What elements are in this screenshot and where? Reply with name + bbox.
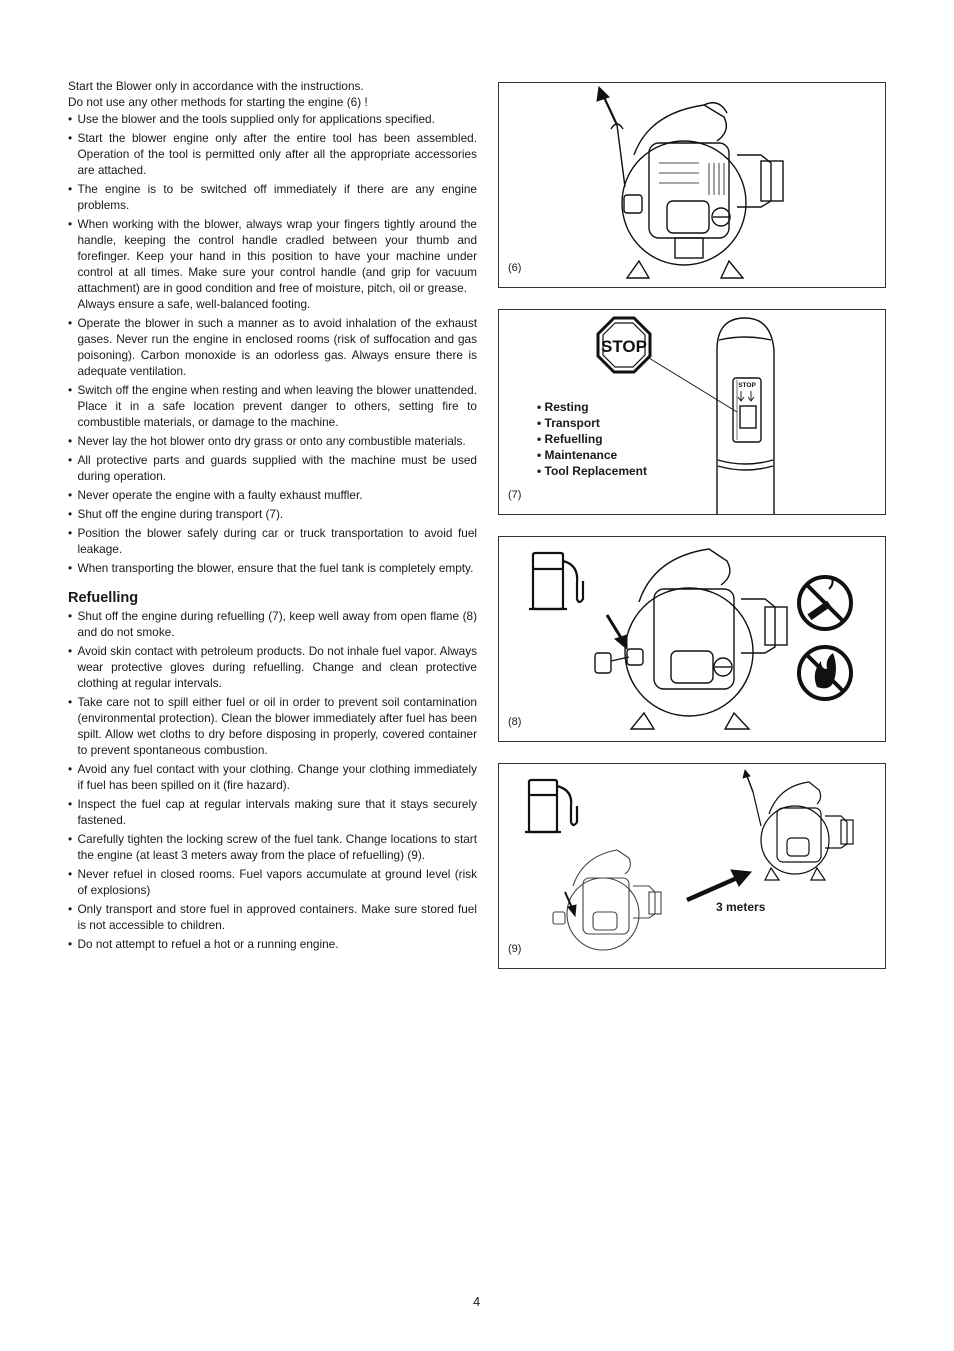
instructions-column <box>68 78 477 955</box>
list-item <box>68 866 477 898</box>
blower-starting-illustration <box>499 83 885 287</box>
intro-line: Do not use any other methods for starting the engine (6) ! <box>68 95 368 109</box>
bullet-marker: • <box>68 609 73 623</box>
bullet-marker: • <box>68 507 73 521</box>
list-item <box>68 130 477 178</box>
list-item <box>68 761 477 793</box>
list-item <box>68 111 477 127</box>
no-smoking-icon <box>799 577 851 629</box>
distance-caption: 3 meters <box>716 900 766 914</box>
control-handle-illustration <box>717 318 774 514</box>
safety-list <box>68 111 477 576</box>
bullet-marker: • <box>68 182 73 196</box>
list-item-text: Only transport and store fuel in approved containers. Make sure stored fuel is not accessible to children. <box>77 902 477 932</box>
list-item-text: Take care not to spill either fuel or oil in order to prevent soil contamination (environmental protection). Clean the blower immediately after fuel has been spilt. Allow wet cloths to dry before disposing in properly, covered container to prevent spontaneous combustion. <box>77 695 477 757</box>
list-item: • Tool Replacement <box>537 464 647 478</box>
arrow-up-icon <box>743 770 753 792</box>
list-item <box>68 525 477 557</box>
fuel-pump-icon <box>525 780 577 832</box>
list-item: • Maintenance <box>537 448 618 462</box>
distance-illustration <box>499 764 885 968</box>
list-item <box>68 452 477 484</box>
list-item <box>68 382 477 430</box>
figure-8-label: (8) <box>508 716 522 728</box>
list-item: • Transport <box>537 416 600 430</box>
list-item <box>68 487 477 503</box>
bullet-marker: • <box>68 383 73 397</box>
bullet-marker: • <box>68 644 73 658</box>
bullet-marker: • <box>68 316 73 330</box>
stop-situations-list <box>537 399 647 479</box>
list-item: • Resting <box>537 400 589 414</box>
list-item-text: Switch off the engine when resting and when leaving the blower unattended. Place it in a safe location prevent danger to others, setting fire to combustible materials, or damage to the machine. <box>77 383 477 429</box>
list-item-text: Avoid any fuel contact with your clothing. Change your clothing immediately if fuel has been spilled on it (fire hazard). <box>77 762 477 792</box>
bullet-marker: • <box>68 453 73 467</box>
intro-line: Start the Blower only in accordance with the instructions. <box>68 79 364 93</box>
blower-starting-illustration <box>753 782 853 880</box>
arrow-down-icon <box>738 391 754 401</box>
bullet-marker: • <box>68 902 73 916</box>
stop-sign-text: STOP <box>601 337 647 356</box>
refuelling-illustration <box>499 537 885 741</box>
list-item-text: Shut off the engine during transport (7). <box>77 507 284 521</box>
list-item <box>68 315 477 379</box>
bullet-marker: • <box>68 434 73 448</box>
list-item-text: When transporting the blower, ensure that the fuel tank is completely empty. <box>77 561 474 575</box>
bullet-marker: • <box>68 526 73 540</box>
list-item-text: Carefully tighten the locking screw of the fuel tank. Change locations to start the engine (at least 3 meters away from the place of refuelling) (9). <box>77 832 477 862</box>
list-item-subtext: Always ensure a safe, well-balanced footing. <box>77 297 311 311</box>
list-item <box>68 433 477 449</box>
list-item <box>68 831 477 863</box>
list-item <box>68 181 477 213</box>
switch-stop-text: STOP <box>738 382 756 389</box>
figure-9-label: (9) <box>508 943 522 955</box>
bullet-marker: • <box>68 867 73 881</box>
list-item-text: Never refuel in closed rooms. Fuel vapors accumulate at ground level (risk of explosions) <box>77 867 477 897</box>
arrow-right-icon <box>687 870 751 900</box>
list-item-text: Shut off the engine during refuelling (7), keep well away from open flame (8) and do not smoke. <box>77 609 477 639</box>
list-item-text: Avoid skin contact with petroleum products. Do not inhale fuel vapor. Always wear protective gloves during refuelling. Change and clean protective clothing at regular intervals. <box>77 644 477 690</box>
list-item-text: Do not attempt to refuel a hot or a running engine. <box>77 937 339 951</box>
bullet-marker: • <box>68 488 73 502</box>
list-item-text: Position the blower safely during car or truck transportation to avoid fuel leakage. <box>77 526 477 556</box>
bullet-marker: • <box>68 832 73 846</box>
figure-7-stop-switch <box>498 309 886 515</box>
list-item <box>68 506 477 522</box>
list-item <box>68 560 477 576</box>
list-item <box>68 694 477 758</box>
list-item-text: Operate the blower in such a manner as to avoid inhalation of the exhaust gases. Never run the engine in enclosed rooms (risk of suffocation and gas poisoning). Carbon monoxide is an odorless gas. Always ensure there is adequate ventilation. <box>77 316 477 378</box>
bullet-marker: • <box>68 797 73 811</box>
list-item <box>68 901 477 933</box>
list-item <box>68 216 477 312</box>
list-item <box>68 796 477 828</box>
figure-9-distance <box>498 763 886 969</box>
bullet-marker: • <box>68 112 73 126</box>
figure-7-label: (7) <box>508 489 522 501</box>
list-item-text: Never operate the engine with a faulty exhaust muffler. <box>77 488 363 502</box>
section-heading-refuelling: Refuelling <box>68 590 139 606</box>
list-item-text: Never lay the hot blower onto dry grass or onto any combustible materials. <box>77 434 466 448</box>
bullet-marker: • <box>68 937 73 951</box>
fuel-pump-icon <box>529 553 583 609</box>
list-item-text: All protective parts and guards supplied with the machine must be used during operation. <box>77 453 477 483</box>
list-item <box>68 936 477 952</box>
list-item-text: The engine is to be switched off immediately if there are any engine problems. <box>77 182 477 212</box>
list-item-text: Use the blower and the tools supplied only for applications specified. <box>77 112 435 126</box>
arrow-down-icon <box>607 615 627 649</box>
bullet-marker: • <box>68 762 73 776</box>
list-item: • Refuelling <box>537 432 603 446</box>
figure-6-starting <box>498 82 886 288</box>
page-number: 4 <box>473 1294 481 1309</box>
bullet-marker: • <box>68 217 73 231</box>
no-open-flame-icon <box>799 647 851 699</box>
list-item-text: Inspect the fuel cap at regular intervals making sure that it stays securely fastened. <box>77 797 477 827</box>
bullet-marker: • <box>68 131 73 145</box>
bullet-marker: • <box>68 695 73 709</box>
bullet-marker: • <box>68 561 73 575</box>
stop-sign-icon <box>598 318 650 372</box>
refuelling-list <box>68 608 477 952</box>
figure-8-refuelling <box>498 536 886 742</box>
list-item-text: When working with the blower, always wrap your fingers tightly around the handle, keeping the control handle cradled between your thumb and forefinger. Keep your hand in this position to have your machine under control at all times. Make sure your control handle (and grip for vacuum attachment) are in good condition and free of moisture, pitch, oil or grease. <box>77 217 477 295</box>
list-item <box>68 608 477 640</box>
list-item-text: Start the blower engine only after the entire tool has been assembled. Operation of the tool is permitted only after all the appropriate accessories are attached. <box>77 131 477 177</box>
list-item <box>68 643 477 691</box>
figure-6-label: (6) <box>508 262 522 274</box>
